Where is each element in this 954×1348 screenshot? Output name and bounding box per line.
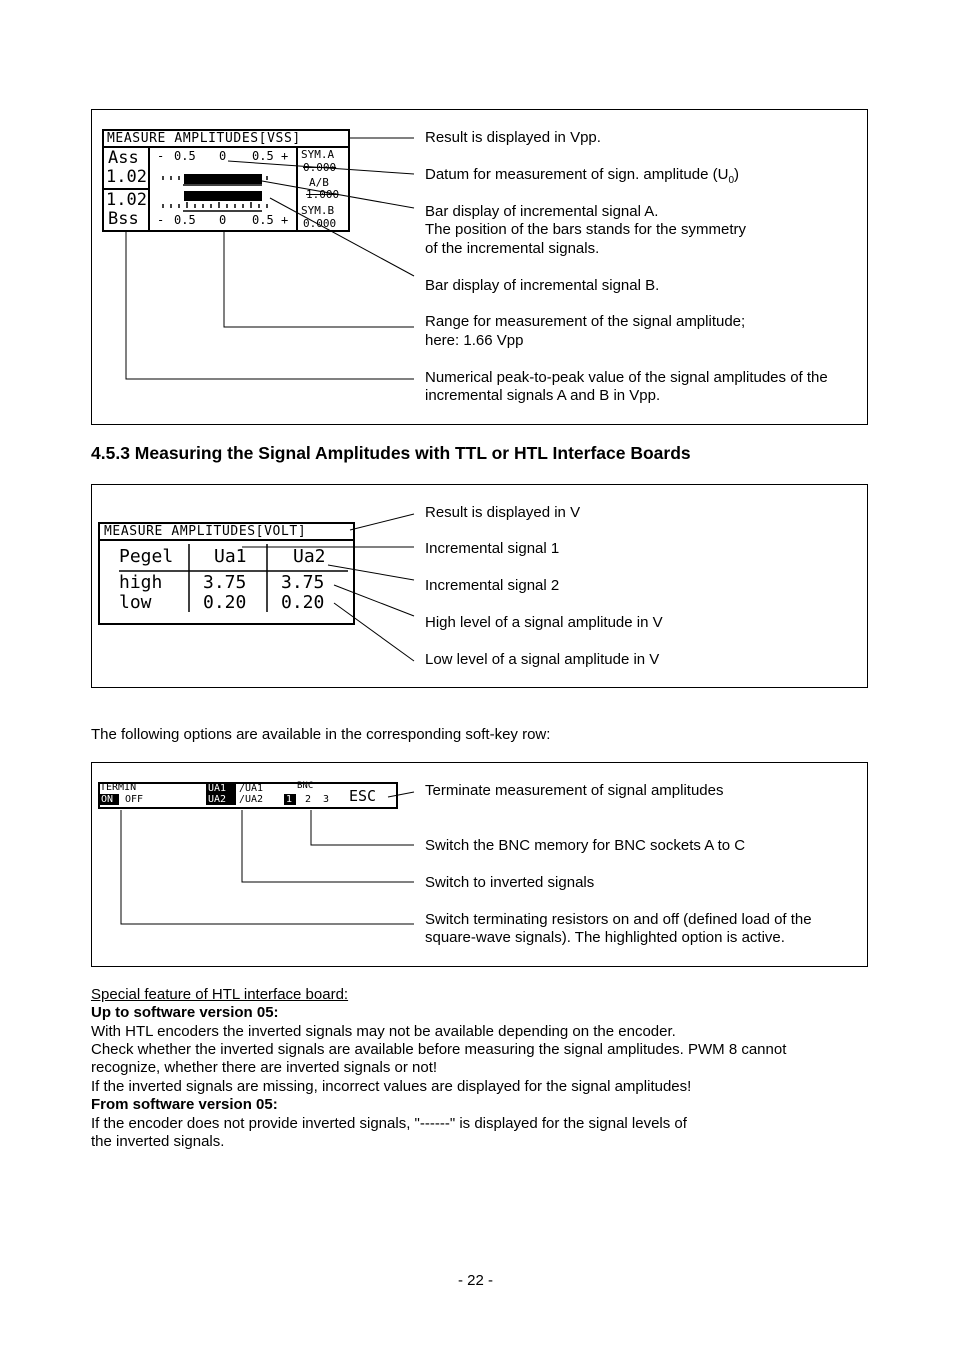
callout-result-vpp: Result is displayed in Vpp.	[425, 129, 601, 146]
scale-top-minus: -	[157, 149, 165, 163]
callout-termination-line1: Switch terminating resistors on and off (defined load of the	[425, 911, 812, 928]
scale-top-left: 0.5	[174, 149, 196, 163]
htl-note-title: Special feature of HTL interface board:	[91, 986, 349, 1003]
callout-bnc-memory: Switch the BNC memory for BNC sockets A to C	[425, 837, 746, 854]
page-number: - 22 -	[458, 1272, 494, 1289]
ua2-option[interactable]: UA2	[208, 794, 227, 805]
ab-value: 1.000	[306, 188, 340, 201]
row-low-label: low	[119, 592, 152, 613]
callout-datum-close: )	[734, 166, 740, 183]
htl-note-line3: recognize, whether there are inverted signals or not!	[91, 1059, 438, 1076]
scale-bottom-minus: -	[157, 213, 165, 227]
scale-bottom-left: 0.5	[174, 213, 196, 227]
col-ua2-header: Ua2	[293, 546, 326, 567]
col-pegel-header: Pegel	[119, 546, 174, 567]
ua1-low-value: 0.20	[203, 592, 247, 613]
callout-termination-line2: square-wave signals). The highlighted option is active.	[425, 929, 785, 946]
callout-bar-b: Bar display of incremental signal B.	[425, 277, 660, 294]
scale-bottom-zero: 0	[219, 213, 227, 227]
ua1-option[interactable]: UA1	[208, 783, 227, 794]
termin-label: TERMIN	[100, 782, 137, 793]
scale-bottom-plus: +	[281, 213, 289, 227]
bss-label: Bss	[108, 209, 139, 229]
esc-softkey[interactable]: ESC	[349, 787, 377, 805]
softkey-intro: The following options are available in the corresponding soft-key row:	[91, 726, 551, 743]
ua2-high-value: 3.75	[281, 572, 325, 593]
ass-value: 1.02	[106, 167, 147, 187]
callout-range-line1: Range for measurement of the signal amplitude;	[425, 313, 746, 330]
lcd-title: MEASURE AMPLITUDES[VSS]	[107, 131, 301, 146]
scale-top-right: 0.5	[252, 149, 274, 163]
callout-low-level: Low level of a signal amplitude in V	[425, 651, 660, 668]
bnc-label: BNC	[297, 781, 314, 791]
sym-b-value: 0.000	[303, 217, 337, 230]
callout-datum-text: Datum for measurement of sign. amplitude (U	[425, 166, 729, 183]
lcd-volt-title: MEASURE AMPLITUDES[VOLT]	[104, 524, 307, 539]
htl-note-line4: If the inverted signals are missing, incorrect values are displayed for the signal amplitudes!	[91, 1078, 692, 1095]
callout-incremental-1: Incremental signal 1	[425, 540, 560, 557]
sym-b-label: SYM.B	[301, 204, 335, 217]
bnc-option-1[interactable]: 1	[286, 794, 293, 805]
callout-bar-a-line2: The position of the bars stands for the symmetry	[425, 221, 746, 238]
htl-note-line1: With HTL encoders the inverted signals may not be available depending on the encoder.	[91, 1023, 676, 1040]
htl-note-line2: Check whether the inverted signals are available before measuring the signal amplitudes. PWM 8 cannot	[91, 1041, 787, 1058]
sym-a-value: 0.000	[303, 161, 337, 174]
callout-result-v: Result is displayed in V	[425, 504, 581, 521]
bnc-option-2[interactable]: 2	[305, 794, 312, 805]
row-high-label: high	[119, 572, 163, 593]
htl-note-sub1: Up to software version 05:	[91, 1004, 279, 1021]
bss-value: 1.02	[106, 190, 147, 210]
callout-lines-figure-3	[121, 792, 414, 924]
ass-label: Ass	[108, 148, 139, 168]
callout-terminate: Terminate measurement of signal amplitudes	[425, 782, 724, 799]
col-ua1-header: Ua1	[214, 546, 247, 567]
scale-bottom-right: 0.5	[252, 213, 274, 227]
ua1-high-value: 3.75	[203, 572, 247, 593]
callout-range-line2: here: 1.66 Vpp	[425, 332, 524, 349]
ua1-inverted-option[interactable]: /UA1	[239, 783, 264, 794]
callout-bar-a-line3: of the incremental signals.	[425, 240, 600, 257]
callout-datum-subscript: 0	[728, 175, 735, 186]
callout-bar-a-line1: Bar display of incremental signal A.	[425, 203, 659, 220]
on-option[interactable]: ON	[101, 794, 114, 805]
off-option[interactable]: OFF	[125, 794, 144, 805]
callout-incremental-2: Incremental signal 2	[425, 577, 560, 594]
scale-top-zero: 0	[219, 149, 227, 163]
section-heading: 4.5.3 Measuring the Signal Amplitudes with TTL or HTL Interface Boards	[91, 443, 691, 463]
callout-numeric-line2: incremental signals A and B in Vpp.	[425, 387, 661, 404]
bnc-option-3[interactable]: 3	[323, 794, 330, 805]
scale-top-plus: +	[281, 149, 289, 163]
htl-note-line6: the inverted signals.	[91, 1133, 225, 1150]
callout-inverted: Switch to inverted signals	[425, 874, 595, 891]
htl-note-sub2: From software version 05:	[91, 1096, 278, 1113]
htl-note-line5: If the encoder does not provide inverted signals, "------" is displayed for the signal levels of	[91, 1115, 687, 1132]
ua2-low-value: 0.20	[281, 592, 325, 613]
callout-numeric-line1: Numerical peak-to-peak value of the signal amplitudes of the	[425, 369, 828, 386]
ab-label: A/B	[309, 176, 329, 189]
ua2-inverted-option[interactable]: /UA2	[239, 794, 264, 805]
callout-high-level: High level of a signal amplitude in V	[425, 614, 663, 631]
sym-a-label: SYM.A	[301, 148, 335, 161]
